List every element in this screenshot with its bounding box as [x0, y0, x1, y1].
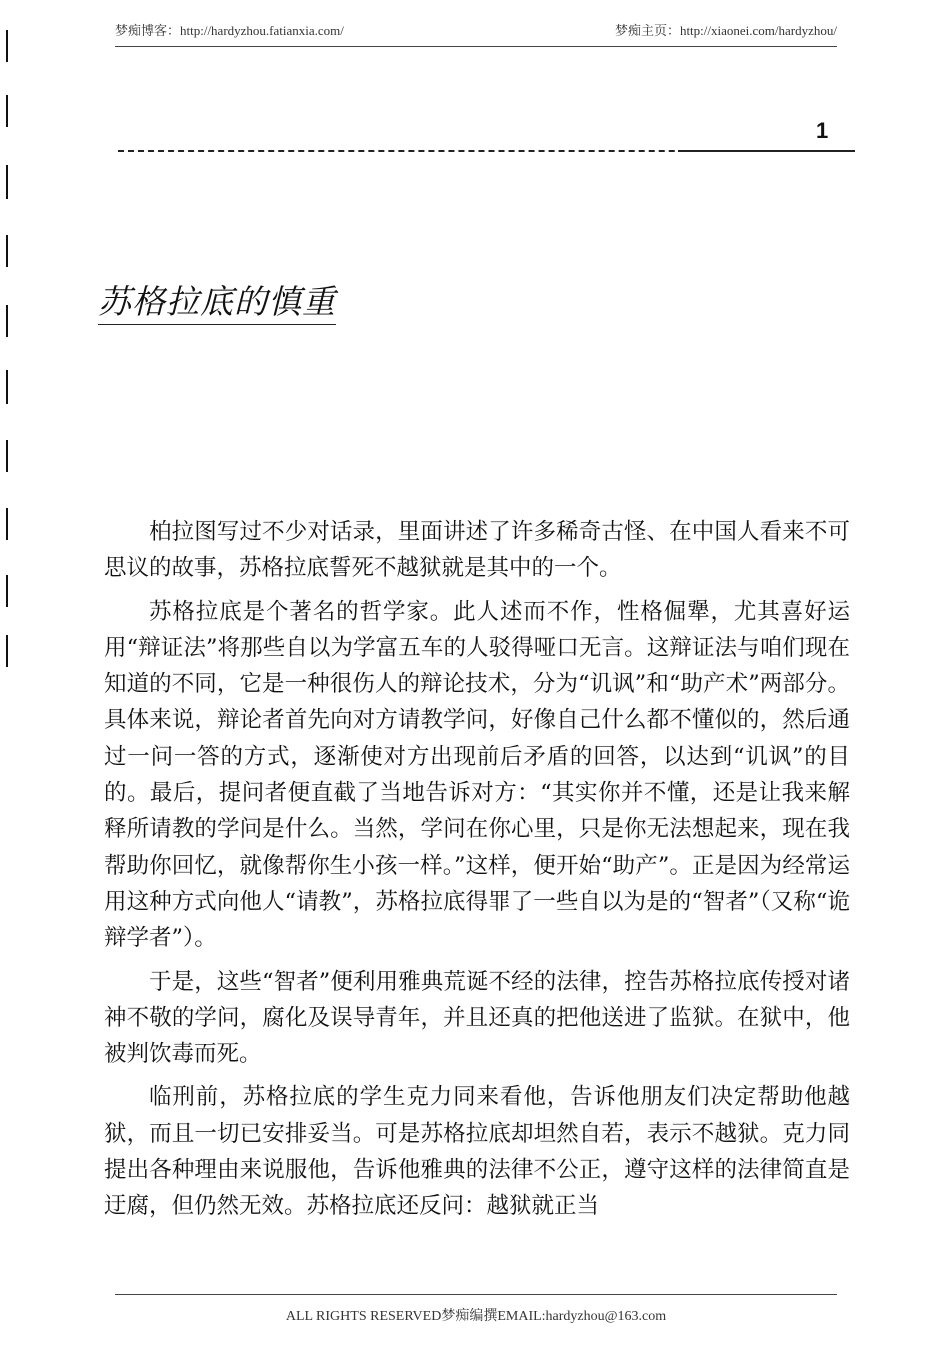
homepage-url-text: 梦痴主页：http://xiaonei.com/hardyzhou/ [614, 23, 837, 38]
header-divider [115, 46, 837, 47]
chapter-title: 苏格拉底的慎重 [98, 282, 336, 325]
page-number: 1 [816, 118, 829, 143]
scan-binding-marks [6, 30, 10, 670]
paragraph: 柏拉图写过不少对话录，里面讲述了许多稀奇古怪、在中国人看来不可思议的故事，苏格拉底誓死不越狱就是其中的一个。 [104, 519, 850, 582]
paragraph: 于是，这些“智者”便利用雅典荒诞不经的法律，控告苏格拉底传授对诸神不敬的学问，腐化及误导青年，并且还真的把他送进了监狱。在狱中，他被判饮毒而死。 [104, 968, 850, 1068]
footer-divider [115, 1294, 837, 1295]
article-body [104, 514, 850, 1232]
page-header [115, 20, 837, 42]
paragraph: 临刑前，苏格拉底的学生克力同来看他，告诉他朋友们决定帮助他越狱，而且一切已安排妥当。可是苏格拉底却坦然自若，表示不越狱。克力同提出各种理由来说服他，告诉他雅典的法律不公正，遵守这样的法律简直是迂腐，但仍然无效。苏格拉底还反问：越狱就正当 [104, 1084, 850, 1220]
chapter-divider [118, 150, 855, 152]
copyright-footer: ALL RIGHTS RESERVED梦痴编撰EMAIL:hardyzhou@163.com [285, 1309, 667, 1324]
blog-url-text: 梦痴博客：http://hardyzhou.fatianxia.com/ [115, 23, 344, 38]
paragraph: 苏格拉底是个著名的哲学家。此人述而不作，性格倔犟，尤其喜好运用“辩证法”将那些自以为学富五车的人驳得哑口无言。这辩证法与咱们现在知道的不同，它是一种很伤人的辩论技术，分为“讥讽”和“助产术”两部分。具体来说，辩论者首先向对方请教学问，好像自己什么都不懂似的，然后通过一问一答的方式，逐渐使对方出现前后矛盾的回答，以达到“讥讽”的目的。最后，提问者便直截了当地告诉对方：“其实你并不懂，还是让我来解释所请教的学问是什么。当然，学问在你心里，只是你无法想起来，现在我帮助你回忆，就像帮你生小孩一样。”这样，便开始“助产”。正是因为经常运用这种方式向他人“请教”，苏格拉底得罪了一些自以为是的“智者”（又称“诡辩学者”）。 [104, 598, 850, 952]
